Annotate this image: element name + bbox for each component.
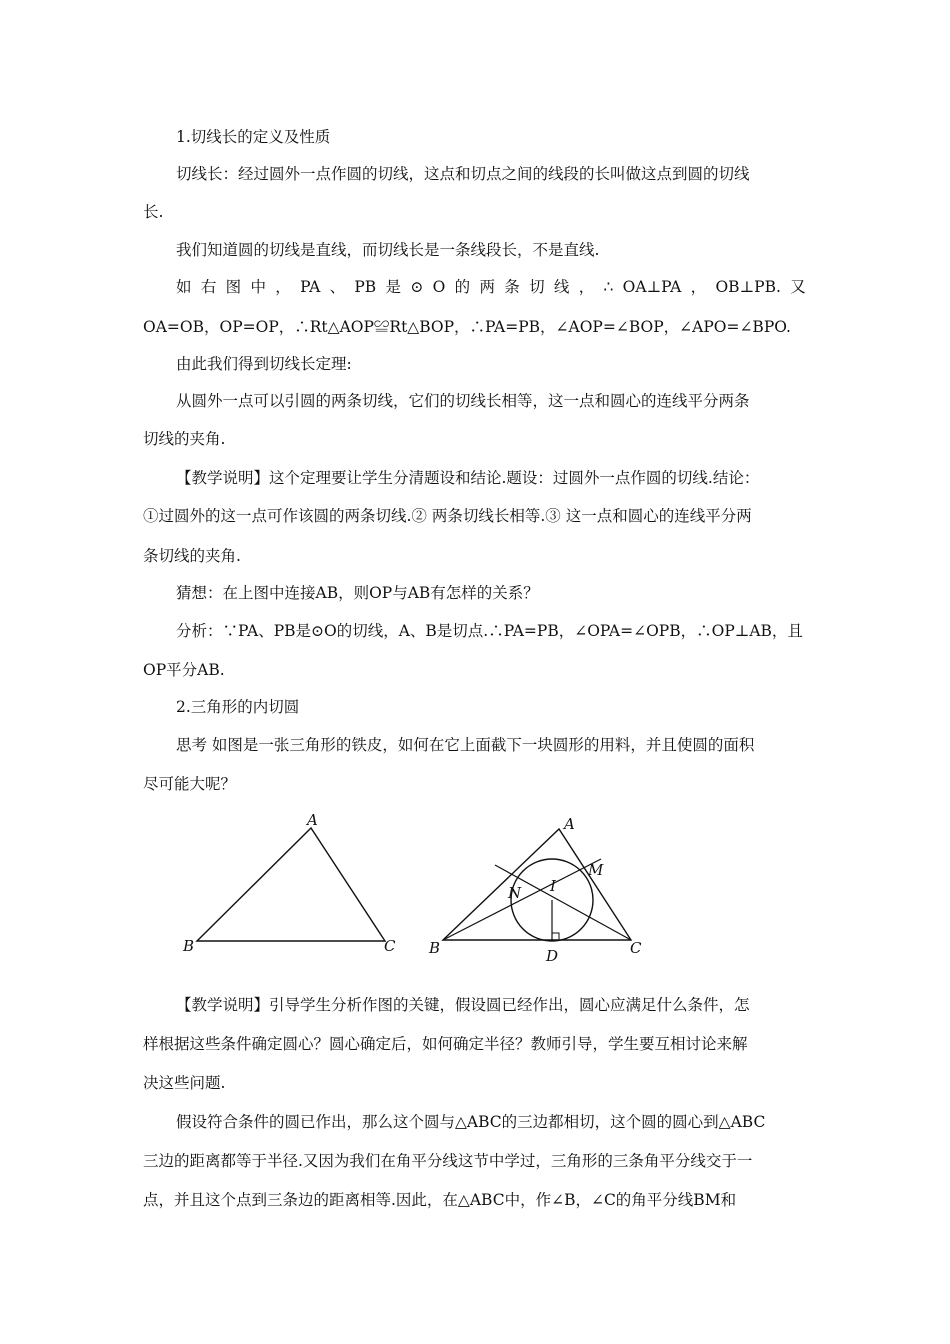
proof-word: ∴ — [603, 278, 614, 296]
guess-line: 猜想：在上图中连接AB，则OP与AB有怎样的关系？ — [176, 584, 539, 602]
teaching-note-1-line-1: 【教学说明】这个定理要让学生分清题设和结论.题设：过圆外一点作圆的切线.结论： — [176, 469, 760, 487]
point-label-d: D — [546, 947, 559, 965]
right-angle-mark — [552, 933, 559, 940]
section1-heading: 1.切线长的定义及性质 — [176, 128, 331, 146]
proof-word: PB — [354, 278, 377, 296]
proof-word: 图 — [225, 278, 242, 296]
proof-word: ， — [690, 278, 707, 296]
proof-line-1 — [176, 277, 806, 297]
proof-word: 如 — [176, 278, 192, 296]
proof-line-2: OA=OB，OP=OP，∴Rt△AOP≌Rt△BOP，∴PA=PB，∠AOP=∠BOP，∠APO=∠BPO. — [143, 318, 791, 336]
section2-heading: 2.三角形的内切圆 — [176, 698, 300, 716]
proof-word: 线 — [553, 278, 570, 296]
definition-line-1: 切线长：经过圆外一点作圆的切线，这点和切点之间的线段的长叫做这点到圆的切线 — [176, 165, 750, 183]
assume-line-2: 三边的距离都等于半径.又因为我们在角平分线这节中学过，三角形的三条角平分线交于一 — [143, 1152, 753, 1170]
vertex-label-a: A — [307, 811, 318, 829]
point-label-i: I — [550, 877, 556, 895]
teaching-note-2-line-2: 样根据这些条件确定圆心？圆心确定后，如何确定半径？教师引导，学生要互相讨论来解 — [143, 1035, 748, 1053]
incircle-figure — [425, 805, 665, 970]
think-line-1: 思考 如图是一张三角形的铁皮，如何在它上面截下一块圆形的用料，并且使圆的面积 — [176, 736, 755, 754]
proof-word: OB⊥PB. — [715, 278, 781, 296]
teaching-note-2-line-1: 【教学说明】引导学生分析作图的关键，假设圆已经作出，圆心应满足什么条件，怎 — [176, 996, 750, 1014]
proof-word: 右 — [200, 278, 217, 296]
proof-word: 的 — [454, 278, 471, 296]
point-label-n: N — [508, 884, 522, 902]
triangle-abc — [443, 829, 631, 940]
analysis-line-1: 分析：∵PA、PB是⊙O的切线，A、B是切点.∴PA=PB，∠OPA=∠OPB，∴OP⊥AB，且 — [176, 622, 803, 640]
proof-word: 中 — [250, 278, 266, 296]
definition-line-2: 长. — [143, 203, 164, 221]
teaching-note-1-line-2: ①过圆外的这一点可作该圆的两条切线.② 两条切线长相等.③ 这一点和圆心的连线平分两 — [143, 507, 752, 525]
proof-word: 条 — [504, 278, 520, 296]
assume-line-1: 假设符合条件的圆已作出，那么这个圆与△ABC的三边都相切，这个圆的圆心到△ABC — [176, 1113, 766, 1131]
theorem-intro: 由此我们得到切线长定理: — [176, 355, 352, 373]
proof-word: ⊙ — [410, 278, 424, 296]
proof-word: 切 — [529, 278, 545, 296]
vertex-label-c: C — [630, 939, 642, 957]
assume-line-3: 点，并且这个点到三条边的距离相等.因此，在△ABC中，作∠B，∠C的角平分线BM和 — [143, 1191, 737, 1209]
triangle-abc — [197, 828, 385, 941]
proof-word: PA — [300, 278, 321, 296]
note-line: 我们知道圆的切线是直线，而切线长是一条线段长，不是直线. — [176, 241, 600, 259]
teaching-note-1-line-3: 条切线的夹角. — [143, 547, 241, 565]
proof-word: 又 — [790, 278, 806, 296]
triangle-figure — [180, 805, 400, 965]
proof-word: ， — [578, 278, 595, 296]
proof-word: 是 — [385, 278, 402, 296]
vertex-label-b: B — [183, 937, 195, 955]
theorem-line-2: 切线的夹角. — [143, 430, 226, 448]
proof-word: O — [432, 278, 446, 296]
proof-word: 、 — [329, 278, 346, 296]
proof-word: ， — [275, 278, 291, 296]
proof-word: OA⊥PA — [622, 278, 682, 296]
think-line-2: 尽可能大呢？ — [143, 775, 237, 793]
theorem-line-1: 从圆外一点可以引圆的两条切线，它们的切线长相等，这一点和圆心的连线平分两条 — [176, 392, 750, 410]
vertex-label-b: B — [429, 939, 441, 957]
point-label-m: M — [588, 861, 604, 879]
teaching-note-2-line-3: 决这些问题. — [143, 1074, 226, 1092]
vertex-label-a: A — [564, 815, 575, 833]
analysis-line-2: OP平分AB. — [143, 661, 225, 679]
vertex-label-c: C — [384, 937, 396, 955]
proof-word: 两 — [479, 278, 495, 296]
